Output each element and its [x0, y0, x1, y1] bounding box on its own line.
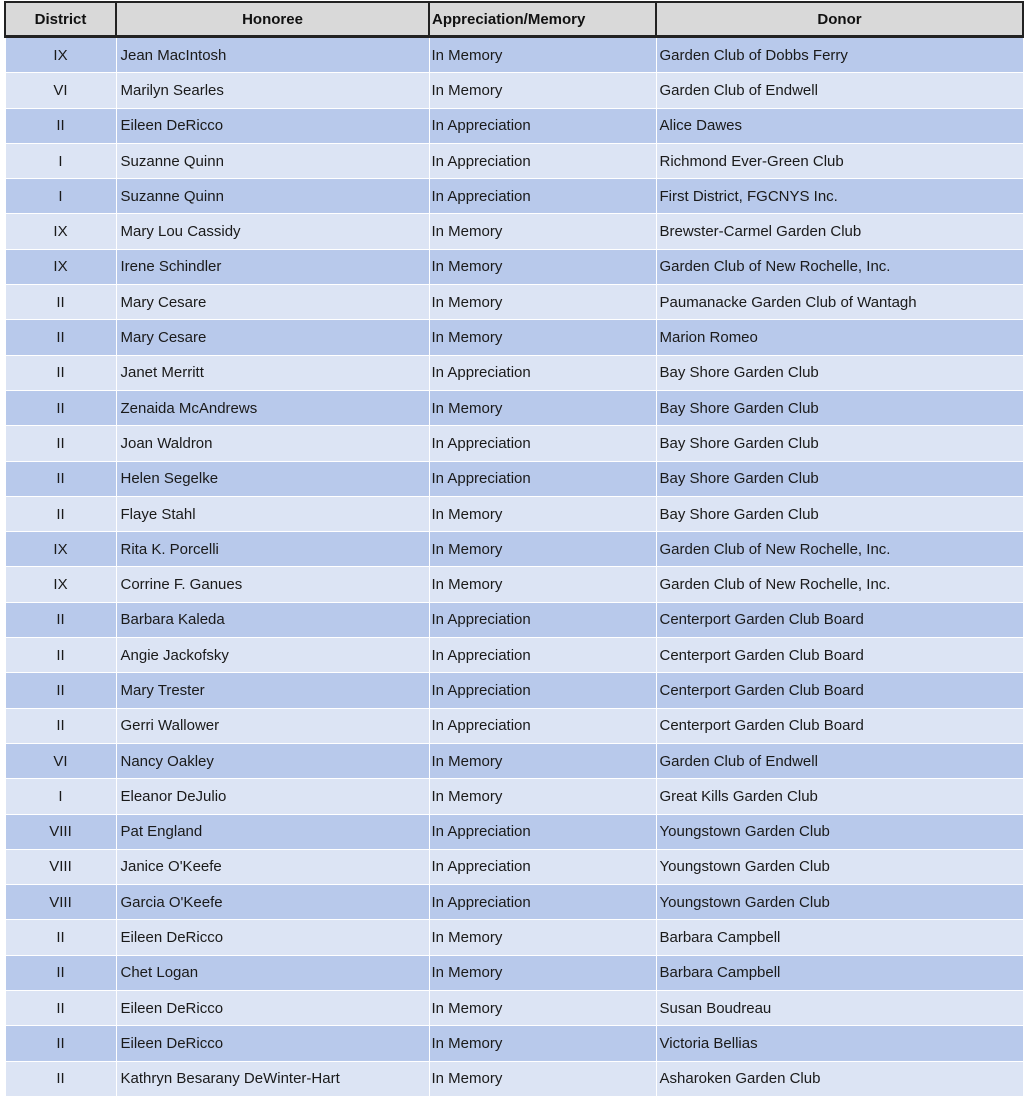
donor-cell: Marion Romeo: [656, 320, 1023, 355]
appreciation-memory-cell: In Appreciation: [429, 108, 656, 143]
donor-cell: Garden Club of New Rochelle, Inc.: [656, 532, 1023, 567]
district-cell: IX: [5, 532, 116, 567]
donor-cell: Centerport Garden Club Board: [656, 638, 1023, 673]
appreciation-memory-cell: In Memory: [429, 496, 656, 531]
honoree-cell: Rita K. Porcelli: [116, 532, 429, 567]
appreciation-memory-cell: In Memory: [429, 920, 656, 955]
district-cell: II: [5, 285, 116, 320]
district-cell: I: [5, 779, 116, 814]
district-cell: II: [5, 390, 116, 425]
donor-cell: Richmond Ever-Green Club: [656, 143, 1023, 178]
donor-cell: Bay Shore Garden Club: [656, 355, 1023, 390]
donor-cell: Youngstown Garden Club: [656, 885, 1023, 920]
donor-cell: Garden Club of New Rochelle, Inc.: [656, 249, 1023, 284]
district-cell: VI: [5, 743, 116, 778]
honoree-cell: Eileen DeRicco: [116, 108, 429, 143]
honoree-cell: Zenaida McAndrews: [116, 390, 429, 425]
honoree-cell: Chet Logan: [116, 955, 429, 990]
header-donor: Donor: [656, 2, 1023, 37]
donor-cell: Youngstown Garden Club: [656, 849, 1023, 884]
table-row: [5, 602, 1023, 637]
honoree-cell: Mary Lou Cassidy: [116, 214, 429, 249]
appreciation-memory-cell: In Appreciation: [429, 708, 656, 743]
honoree-cell: Eleanor DeJulio: [116, 779, 429, 814]
table-row: [5, 673, 1023, 708]
table-row: [5, 885, 1023, 920]
table-row: [5, 179, 1023, 214]
appreciation-memory-cell: In Appreciation: [429, 849, 656, 884]
donor-cell: Susan Boudreau: [656, 991, 1023, 1026]
donor-cell: Great Kills Garden Club: [656, 779, 1023, 814]
header-honoree: Honoree: [116, 2, 429, 37]
honoree-cell: Mary Cesare: [116, 320, 429, 355]
district-cell: VIII: [5, 885, 116, 920]
donor-cell: Centerport Garden Club Board: [656, 602, 1023, 637]
header-row: [5, 2, 1023, 37]
donor-cell: Garden Club of New Rochelle, Inc.: [656, 567, 1023, 602]
honoree-cell: Suzanne Quinn: [116, 143, 429, 178]
donor-cell: Bay Shore Garden Club: [656, 390, 1023, 425]
table-row: [5, 249, 1023, 284]
table-row: [5, 426, 1023, 461]
district-cell: II: [5, 708, 116, 743]
table-row: [5, 567, 1023, 602]
donor-cell: Youngstown Garden Club: [656, 814, 1023, 849]
donor-cell: Brewster-Carmel Garden Club: [656, 214, 1023, 249]
district-cell: I: [5, 143, 116, 178]
appreciation-memory-cell: In Memory: [429, 73, 656, 108]
district-cell: I: [5, 179, 116, 214]
donor-cell: Barbara Campbell: [656, 955, 1023, 990]
district-cell: II: [5, 108, 116, 143]
table-row: [5, 390, 1023, 425]
district-cell: IX: [5, 214, 116, 249]
honoree-cell: Mary Cesare: [116, 285, 429, 320]
donor-cell: First District, FGCNYS Inc.: [656, 179, 1023, 214]
table-row: [5, 779, 1023, 814]
table-row: [5, 991, 1023, 1026]
appreciation-memory-cell: In Memory: [429, 532, 656, 567]
appreciation-memory-cell: In Appreciation: [429, 426, 656, 461]
donor-cell: Garden Club of Endwell: [656, 73, 1023, 108]
donor-cell: Garden Club of Dobbs Ferry: [656, 37, 1023, 73]
appreciation-memory-cell: In Memory: [429, 779, 656, 814]
appreciation-memory-cell: In Appreciation: [429, 885, 656, 920]
honoree-cell: Suzanne Quinn: [116, 179, 429, 214]
appreciation-memory-cell: In Appreciation: [429, 673, 656, 708]
district-cell: II: [5, 991, 116, 1026]
table-row: [5, 461, 1023, 496]
donor-cell: Garden Club of Endwell: [656, 743, 1023, 778]
appreciation-memory-cell: In Appreciation: [429, 355, 656, 390]
district-cell: II: [5, 320, 116, 355]
district-cell: II: [5, 955, 116, 990]
honoree-cell: Eileen DeRicco: [116, 1026, 429, 1061]
table-row: [5, 143, 1023, 178]
district-cell: IX: [5, 249, 116, 284]
donor-cell: Alice Dawes: [656, 108, 1023, 143]
honoree-cell: Kathryn Besarany DeWinter-Hart: [116, 1061, 429, 1096]
donor-cell: Centerport Garden Club Board: [656, 673, 1023, 708]
appreciation-memory-cell: In Memory: [429, 390, 656, 425]
table-row: [5, 708, 1023, 743]
table-row: [5, 496, 1023, 531]
district-cell: II: [5, 1026, 116, 1061]
donor-cell: Bay Shore Garden Club: [656, 461, 1023, 496]
honoree-cell: Irene Schindler: [116, 249, 429, 284]
honoree-cell: Barbara Kaleda: [116, 602, 429, 637]
appreciation-memory-cell: In Memory: [429, 285, 656, 320]
appreciation-memory-cell: In Appreciation: [429, 179, 656, 214]
district-cell: II: [5, 461, 116, 496]
honoree-cell: Flaye Stahl: [116, 496, 429, 531]
appreciation-memory-cell: In Memory: [429, 1026, 656, 1061]
honoree-cell: Jean MacIntosh: [116, 37, 429, 73]
honoree-cell: Mary Trester: [116, 673, 429, 708]
table-row: [5, 743, 1023, 778]
district-cell: VIII: [5, 849, 116, 884]
district-cell: II: [5, 920, 116, 955]
table-row: [5, 1026, 1023, 1061]
honoree-cell: Helen Segelke: [116, 461, 429, 496]
district-cell: II: [5, 673, 116, 708]
table-row: [5, 1061, 1023, 1096]
honoree-cell: Gerri Wallower: [116, 708, 429, 743]
appreciation-memory-cell: In Memory: [429, 1061, 656, 1096]
header-district: District: [5, 2, 116, 37]
appreciation-memory-cell: In Memory: [429, 743, 656, 778]
donor-cell: Asharoken Garden Club: [656, 1061, 1023, 1096]
appreciation-memory-cell: In Appreciation: [429, 814, 656, 849]
honoree-cell: Joan Waldron: [116, 426, 429, 461]
appreciation-memory-cell: In Appreciation: [429, 461, 656, 496]
appreciation-memory-cell: In Memory: [429, 320, 656, 355]
donations-table: [4, 1, 1024, 1097]
donor-cell: Bay Shore Garden Club: [656, 496, 1023, 531]
table-row: [5, 37, 1023, 73]
honoree-cell: Janet Merritt: [116, 355, 429, 390]
district-cell: II: [5, 355, 116, 390]
table-row: [5, 638, 1023, 673]
honoree-cell: Eileen DeRicco: [116, 991, 429, 1026]
table-row: [5, 920, 1023, 955]
honoree-cell: Marilyn Searles: [116, 73, 429, 108]
district-cell: II: [5, 1061, 116, 1096]
table-row: [5, 532, 1023, 567]
appreciation-memory-cell: In Appreciation: [429, 143, 656, 178]
table-header: [5, 2, 1023, 37]
donor-cell: Paumanacke Garden Club of Wantagh: [656, 285, 1023, 320]
donations-sheet: [4, 1, 1022, 1097]
appreciation-memory-cell: In Memory: [429, 249, 656, 284]
district-cell: VIII: [5, 814, 116, 849]
appreciation-memory-cell: In Memory: [429, 567, 656, 602]
table-row: [5, 955, 1023, 990]
table-row: [5, 320, 1023, 355]
donor-cell: Centerport Garden Club Board: [656, 708, 1023, 743]
appreciation-memory-cell: In Appreciation: [429, 602, 656, 637]
appreciation-memory-cell: In Memory: [429, 37, 656, 73]
district-cell: VI: [5, 73, 116, 108]
honoree-cell: Garcia O'Keefe: [116, 885, 429, 920]
honoree-cell: Pat England: [116, 814, 429, 849]
district-cell: II: [5, 496, 116, 531]
donor-cell: Bay Shore Garden Club: [656, 426, 1023, 461]
appreciation-memory-cell: In Memory: [429, 214, 656, 249]
honoree-cell: Nancy Oakley: [116, 743, 429, 778]
table-row: [5, 285, 1023, 320]
district-cell: II: [5, 602, 116, 637]
table-row: [5, 108, 1023, 143]
district-cell: II: [5, 638, 116, 673]
table-row: [5, 814, 1023, 849]
table-row: [5, 214, 1023, 249]
district-cell: IX: [5, 567, 116, 602]
appreciation-memory-cell: In Memory: [429, 955, 656, 990]
table-row: [5, 849, 1023, 884]
honoree-cell: Corrine F. Ganues: [116, 567, 429, 602]
table-body: [5, 37, 1023, 1097]
district-cell: II: [5, 426, 116, 461]
appreciation-memory-cell: In Memory: [429, 991, 656, 1026]
district-cell: IX: [5, 37, 116, 73]
table-row: [5, 355, 1023, 390]
header-appreciation-memory: Appreciation/Memory: [429, 2, 656, 37]
appreciation-memory-cell: In Appreciation: [429, 638, 656, 673]
honoree-cell: Eileen DeRicco: [116, 920, 429, 955]
honoree-cell: Janice O'Keefe: [116, 849, 429, 884]
honoree-cell: Angie Jackofsky: [116, 638, 429, 673]
donor-cell: Barbara Campbell: [656, 920, 1023, 955]
table-row: [5, 73, 1023, 108]
donor-cell: Victoria Bellias: [656, 1026, 1023, 1061]
